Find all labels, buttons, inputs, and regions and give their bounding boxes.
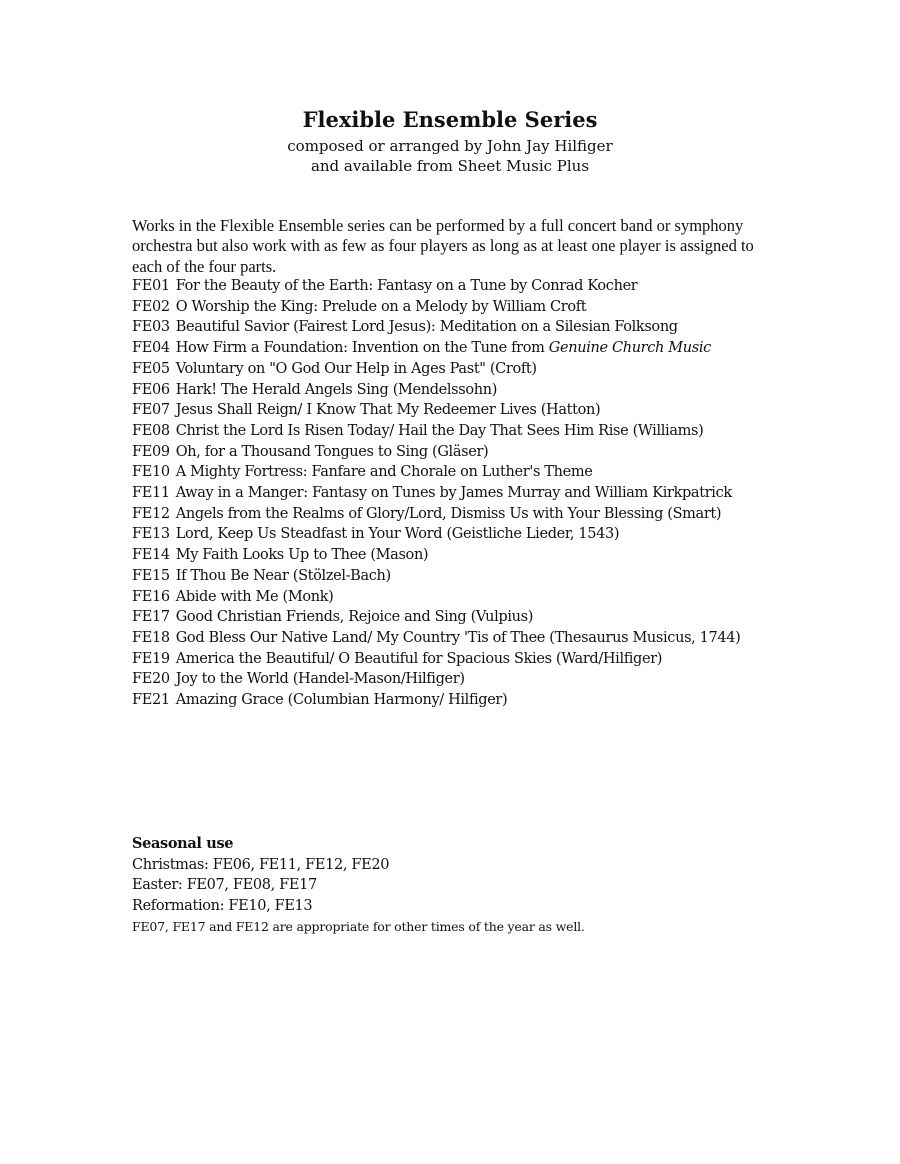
work-title: How Firm a Foundation: Invention on the Tune from <box>175 340 549 357</box>
work-title: A Mighty Fortress: Fanfare and Chorale on Luther's Theme <box>175 464 593 481</box>
works-list <box>132 276 772 711</box>
work-title: Hark! The Herald Angels Sing (Mendelssohn) <box>175 381 498 398</box>
work-code: FE11 <box>132 485 170 502</box>
work-item <box>132 649 772 670</box>
work-code: FE17 <box>132 609 170 626</box>
document-subtitle <box>0 136 900 176</box>
work-title: Oh, for a Thousand Tongues to Sing (Gläser) <box>175 443 489 460</box>
work-title: Lord, Keep Us Steadfast in Your Word (Geistliche Lieder, 1543) <box>175 526 620 543</box>
work-code: FE19 <box>132 650 170 667</box>
work-code: FE12 <box>132 505 170 522</box>
work-code: FE03 <box>132 319 170 336</box>
work-code: FE04 <box>132 340 170 357</box>
work-code: FE16 <box>132 588 170 605</box>
seasonal-note: FE07, FE17 and FE12 are appropriate for other times of the year as well. <box>132 918 585 934</box>
subtitle-line-1: composed or arranged by John Jay Hilfiger <box>287 137 613 155</box>
seasonal-heading: Seasonal use <box>132 835 234 852</box>
work-title: O Worship the King: Prelude on a Melody by William Croft <box>175 298 587 315</box>
work-title: Good Christian Friends, Rejoice and Sing (Vulpius) <box>175 609 534 626</box>
work-title: If Thou Be Near (Stölzel-Bach) <box>175 567 391 584</box>
work-title-italic: Genuine Church Music <box>548 340 711 357</box>
work-item <box>132 587 772 608</box>
work-item <box>132 566 772 587</box>
work-title: For the Beauty of the Earth: Fantasy on a Tune by Conrad Kocher <box>175 278 638 294</box>
work-item <box>132 607 772 628</box>
work-item <box>132 400 772 421</box>
intro-paragraph: Works in the Flexible Ensemble series can be performed by a full concert band or symphony orchestra but also work with as few as four players as long as at least one player is assigned to each of the four parts. <box>132 215 754 276</box>
work-code: FE06 <box>132 381 170 398</box>
work-title: Amazing Grace (Columbian Harmony/ Hilfiger) <box>175 692 508 709</box>
work-code: FE01 <box>132 278 170 294</box>
work-item <box>132 359 772 380</box>
work-title: Abide with Me (Monk) <box>175 588 334 605</box>
work-code: FE08 <box>132 422 170 439</box>
work-item <box>132 628 772 649</box>
work-title: Angels from the Realms of Glory/Lord, Dismiss Us with Your Blessing (Smart) <box>175 505 722 522</box>
work-item <box>132 669 772 690</box>
work-code: FE07 <box>132 402 170 419</box>
work-code: FE10 <box>132 464 170 481</box>
work-title: My Faith Looks Up to Thee (Mason) <box>175 547 429 564</box>
work-title: Beautiful Savior (Fairest Lord Jesus): Meditation on a Silesian Folksong <box>175 319 678 336</box>
work-item <box>132 380 772 401</box>
work-item <box>132 317 772 338</box>
work-item <box>132 483 772 504</box>
document-title: Flexible Ensemble Series <box>302 107 598 132</box>
work-title: God Bless Our Native Land/ My Country 'Tis of Thee (Thesaurus Musicus, 1744) <box>175 629 741 646</box>
work-title: Jesus Shall Reign/ I Know That My Redeemer Lives (Hatton) <box>175 402 601 419</box>
work-code: FE15 <box>132 567 170 584</box>
seasonal-reformation: Reformation: FE10, FE13 <box>132 898 313 915</box>
seasonal-section <box>132 834 772 937</box>
work-code: FE02 <box>132 298 170 315</box>
seasonal-christmas: Christmas: FE06, FE11, FE12, FE20 <box>132 856 390 873</box>
work-title: Away in a Manger: Fantasy on Tunes by James Murray and William Kirkpatrick <box>175 485 732 502</box>
work-code: FE09 <box>132 443 170 460</box>
work-title: Joy to the World (Handel-Mason/Hilfiger) <box>175 671 465 688</box>
work-title: Christ the Lord Is Risen Today/ Hail the Day That Sees Him Rise (Williams) <box>175 422 704 439</box>
work-code: FE20 <box>132 671 170 688</box>
work-item <box>132 442 772 463</box>
seasonal-easter: Easter: FE07, FE08, FE17 <box>132 877 317 894</box>
work-item <box>132 545 772 566</box>
work-item <box>132 524 772 545</box>
work-title: Voluntary on "O God Our Help in Ages Past" (Croft) <box>175 360 537 377</box>
work-title: America the Beautiful/ O Beautiful for Spacious Skies (Ward/Hilfiger) <box>175 650 663 667</box>
work-code: FE21 <box>132 692 170 709</box>
work-item <box>132 276 772 297</box>
work-code: FE18 <box>132 629 170 646</box>
work-code: FE14 <box>132 547 170 564</box>
subtitle-line-2: and available from Sheet Music Plus <box>310 157 590 175</box>
work-item <box>132 338 772 359</box>
work-item <box>132 504 772 525</box>
work-item <box>132 462 772 483</box>
work-item <box>132 690 772 711</box>
work-item <box>132 421 772 442</box>
work-code: FE05 <box>132 360 170 377</box>
work-code: FE13 <box>132 526 170 543</box>
work-item <box>132 297 772 318</box>
